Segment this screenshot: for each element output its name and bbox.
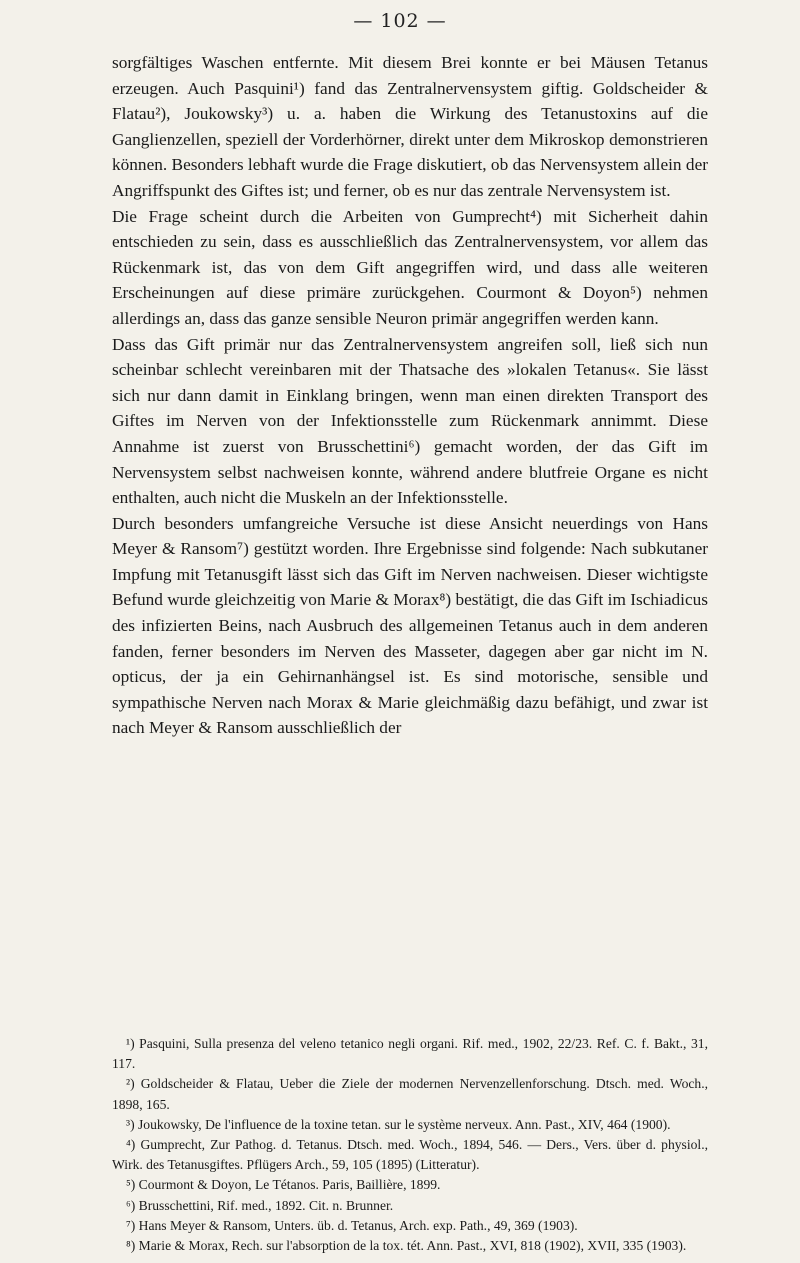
footnote-7: ⁷) Hans Meyer & Ransom, Unters. üb. d. Tetanus, Arch. exp. Path., 49, 369 (1903). — [126, 1217, 578, 1233]
footnote-5: ⁵) Courmont & Doyon, Le Tétanos. Paris, Baillière, 1899. — [126, 1177, 441, 1193]
footnote-2: ²) Goldscheider & Flatau, Ueber die Ziele der modernen Nervenzellenforschung. Dtsch. med. Woch., 1898, 165. — [112, 1076, 708, 1112]
paragraph-3: Dass das Gift primär nur das Zentralnervensystem angreifen soll, ließ sich nun scheinbar schlecht vereinbaren mit der Thatsache des »lokalen Tetanus«. Sie lässt sich nur dann damit in Einklang bringen, wenn man einen direkten Transport des Giftes im Nerven von der Infektionsstelle zum Rückenmark annimmt. Diese Annahme ist zuerst von Brusschettini⁶) gemacht worden, der das Gift im Nervensystem selbst nachweisen konnte, während andere blutfreie Organe es nicht enthalten, auch nicht die Muskeln an der Infektionsstelle. — [112, 334, 708, 508]
footnote-4: ⁴) Gumprecht, Zur Pathog. d. Tetanus. Dtsch. med. Woch., 1894, 546. — Ders., Vers. über d. physiol., Wirk. des Tetanusgiftes. Pflügers Arch., 59, 105 (1895) (Litteratur). — [112, 1137, 708, 1173]
paragraph-4: Durch besonders umfangreiche Versuche ist diese Ansicht neuerdings von Hans Meyer & Ransom⁷) gestützt worden. Ihre Ergebnisse sind folgende: Nach subkutaner Impfung mit Tetanusgift lässt sich das Gift im Nerven nachweisen. Dieser wichtigste Befund wurde gleichzeitig von Marie & Morax⁸) bestätigt, die das Gift im Ischiadicus des infizierten Beins, nach Ausbruch des allgemeinen Tetanus auch in dem anderen fanden, ferner besonders im Nerven des Masseter, dagegen aber gar nicht im N. opticus, der ja ein Gehirnanhängsel ist. Es sind motorische, sensible und sympathische Nerven nach Morax & Marie gleichmäßig dazu befähigt, und zwar ist nach Meyer & Ransom ausschließlich der — [112, 513, 708, 738]
main-text — [112, 50, 708, 741]
footnote-6: ⁶) Brusschettini, Rif. med., 1892. Cit. n. Brunner. — [126, 1197, 394, 1213]
footnotes — [112, 1034, 708, 1256]
footnote-3: ³) Joukowsky, De l'influence de la toxine tetan. sur le système nerveux. Ann. Past., XIV, 464 (1900). — [126, 1116, 671, 1132]
paragraph-1: sorgfältiges Waschen entfernte. Mit diesem Brei konnte er bei Mäusen Tetanus erzeugen. Auch Pasquini¹) fand das Zentralnervensystem giftig. Goldscheider & Flatau²), Joukowsky³) u. a. haben die Wirkung des Tetanustoxins auf die Ganglienzellen, speziell der Vorderhörner, direkt unter dem Mikroskop demonstrieren können. Besonders lebhaft wurde die Frage diskutiert, ob das Nervensystem allein der Angriffspunkt des Giftes ist; und ferner, ob es nur das zentrale Nervensystem ist. — [112, 53, 708, 200]
page-number: — 102 — — [353, 10, 447, 32]
footnote-1: ¹) Pasquini, Sulla presenza del veleno tetanico negli organi. Rif. med., 1902, 22/23. Ref. C. f. Bakt., 31, 117. — [112, 1036, 708, 1072]
paragraph-2: Die Frage scheint durch die Arbeiten von Gumprecht⁴) mit Sicherheit dahin entschieden zu sein, dass es ausschließlich das Zentralnervensystem, vor allem das Rückenmark ist, das von dem Gift angegriffen wird, und dass alle weiteren Erscheinungen auf diese primäre zurückgehen. Courmont & Doyon⁵) nehmen allerdings an, dass das ganze sensible Neuron primär angegriffen werden kann. — [112, 206, 708, 328]
footnote-8: ⁸) Marie & Morax, Rech. sur l'absorption de la tox. tét. Ann. Past., XVI, 818 (1902), XVII, 335 (1903). — [126, 1238, 687, 1254]
